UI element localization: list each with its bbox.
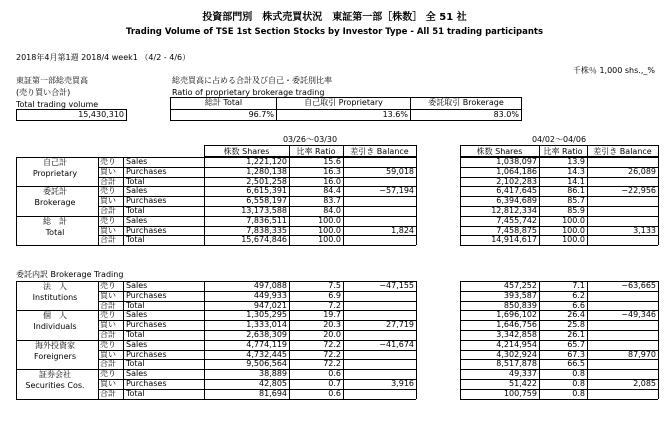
grid-line xyxy=(98,281,99,399)
row-type-ja: 買い xyxy=(100,166,116,176)
table-cell: 26,089 xyxy=(628,166,656,176)
table-cell: 83.7 xyxy=(323,196,341,206)
table-cell: 100.0 xyxy=(318,215,341,225)
table-cell: 100,759 xyxy=(503,388,537,398)
table-cell: 100.0 xyxy=(318,235,341,245)
group-label-en: Proprietary xyxy=(32,169,78,178)
table-cell: 51,422 xyxy=(509,379,537,388)
grid-line xyxy=(16,157,416,158)
table-cell: 72.2 xyxy=(323,339,341,349)
table-cell: 14.1 xyxy=(567,176,585,186)
row-type-ja: 買い xyxy=(100,379,116,388)
grid-line xyxy=(343,145,344,157)
period-header-1: 03/26～03/30 xyxy=(282,135,338,144)
grid-line xyxy=(343,281,344,399)
grid-line xyxy=(460,369,658,370)
row-type-en: Total xyxy=(126,235,145,245)
table-cell: 72.2 xyxy=(323,349,341,359)
table-cell: 81,694 xyxy=(259,388,287,398)
table-cell: −47,155 xyxy=(379,281,414,290)
table-cell: 42,805 xyxy=(259,379,287,388)
grid-line xyxy=(460,340,658,341)
table-cell: 7.5 xyxy=(328,281,341,290)
column-header: 比率 Ratio xyxy=(543,147,583,156)
table-cell: 72.2 xyxy=(323,359,341,369)
row-type-en: Total xyxy=(126,388,145,398)
table-cell: 87,970 xyxy=(628,349,656,359)
table-cell: 7,458,875 xyxy=(496,225,537,235)
grid-line xyxy=(587,281,588,399)
table-cell: 85.9 xyxy=(567,206,585,215)
row-type-en: Total xyxy=(126,206,145,215)
grid-line xyxy=(460,310,658,311)
grid-line xyxy=(460,186,658,187)
grid-line xyxy=(343,157,344,245)
group-label-ja: 個 人 xyxy=(43,311,67,321)
row-type-en: Purchases xyxy=(126,196,167,206)
row-type-en: Sales xyxy=(126,310,148,320)
grid-line xyxy=(460,216,658,217)
grid-line xyxy=(289,145,290,157)
ratio-header-proprietary: 自己取引 Proprietary xyxy=(304,98,383,107)
row-type-ja: 合計 xyxy=(100,359,116,369)
total-volume-label-en: Total trading volume xyxy=(16,100,99,109)
table-cell: 7.2 xyxy=(328,300,341,310)
table-cell: 4,732,445 xyxy=(246,349,287,359)
column-header: 株数 Shares xyxy=(476,147,523,156)
table-cell: 3,342,858 xyxy=(496,330,537,339)
grid-line xyxy=(416,157,417,245)
grid-line xyxy=(416,281,417,399)
row-type-en: Sales xyxy=(126,339,148,349)
grid-line xyxy=(16,340,416,341)
table-cell: 13,173,588 xyxy=(241,206,287,215)
row-type-ja: 合計 xyxy=(100,300,116,310)
ratio-value-proprietary: 13.6% xyxy=(382,110,408,119)
row-type-ja: 買い xyxy=(100,225,116,235)
grid-line xyxy=(587,145,588,157)
table-cell: 1,305,295 xyxy=(246,310,287,320)
table-cell: 1,696,102 xyxy=(496,310,537,320)
table-cell: 0.7 xyxy=(328,379,341,388)
table-cell: 14.3 xyxy=(567,166,585,176)
table-cell: 66.5 xyxy=(567,359,585,369)
grid-line xyxy=(289,281,290,399)
table-cell: 100.0 xyxy=(562,215,585,225)
table-cell: 59,018 xyxy=(386,166,414,176)
brokerage-section-title: 委託内訳 Brokerage Trading xyxy=(16,270,124,279)
table-cell: 1,221,120 xyxy=(246,157,287,166)
row-type-en: Purchases xyxy=(126,166,167,176)
ratio-title-en: Ratio of proprietary brokerage trading xyxy=(172,88,325,97)
grid-line xyxy=(460,281,658,282)
grid-line xyxy=(16,369,416,370)
row-type-ja: 合計 xyxy=(100,176,116,186)
group-label-en: Individuals xyxy=(33,322,77,332)
week-label: 2018年4月第1週 2018/4 week1 （4/2 - 4/6） xyxy=(16,53,191,62)
row-type-ja: 売り xyxy=(100,310,116,320)
table-cell: 26.1 xyxy=(567,330,585,339)
group-label-en: Securities Cos. xyxy=(25,381,85,391)
row-type-en: Purchases xyxy=(126,290,167,300)
table-cell: 1,333,014 xyxy=(246,320,287,330)
table-cell: 7,455,742 xyxy=(496,215,537,225)
row-type-en: Purchases xyxy=(126,225,167,235)
table-cell: 67.3 xyxy=(567,349,585,359)
table-cell: 1,824 xyxy=(391,225,414,235)
unit-label: 千株％ 1,000 shs.,_% xyxy=(572,66,655,75)
row-type-ja: 合計 xyxy=(100,388,116,398)
table-cell: 20.0 xyxy=(323,330,341,339)
row-type-ja: 買い xyxy=(100,196,116,206)
table-cell: 49,337 xyxy=(509,369,537,379)
table-cell: 6,558,197 xyxy=(246,196,287,206)
table-cell: 65.7 xyxy=(567,339,585,349)
table-cell: 0.8 xyxy=(572,379,585,388)
grid-line xyxy=(204,281,205,399)
page-title-ja: 投資部門別 株式売買状況 東証第一部［株数］ 全 51 社 xyxy=(202,12,467,23)
grid-line xyxy=(16,186,416,187)
table-cell: 0.6 xyxy=(328,388,341,398)
grid-line xyxy=(123,281,124,399)
table-cell: 4,302,924 xyxy=(496,349,537,359)
group-label-ja: 総 計 xyxy=(43,216,67,226)
table-cell: 1,064,186 xyxy=(496,166,537,176)
group-label-en: Foreigners xyxy=(34,351,76,361)
row-type-ja: 買い xyxy=(100,349,116,359)
row-type-ja: 合計 xyxy=(100,206,116,215)
grid-line xyxy=(460,245,658,246)
grid-line xyxy=(204,157,205,245)
ratio-value-total: 96.7% xyxy=(248,110,274,119)
row-type-en: Sales xyxy=(126,157,148,166)
ratio-value-brokerage: 83.0% xyxy=(493,110,519,119)
table-cell: 19.7 xyxy=(323,310,341,320)
table-cell: 2,085 xyxy=(633,379,656,388)
total-volume-value: 15,430,310 xyxy=(78,110,124,119)
table-cell: −49,346 xyxy=(621,310,656,320)
row-type-en: Purchases xyxy=(126,320,167,330)
row-type-ja: 合計 xyxy=(100,235,116,245)
table-cell: 6.2 xyxy=(572,290,585,300)
total-volume-label-ja2: (売り買い合計) xyxy=(16,88,71,97)
table-cell: 6,417,645 xyxy=(496,186,537,196)
table-cell: 850,839 xyxy=(503,300,537,310)
table-cell: 86.1 xyxy=(567,186,585,196)
row-type-en: Sales xyxy=(126,369,148,379)
group-label-ja: 海外投資家 xyxy=(35,340,75,350)
table-cell: 20.3 xyxy=(323,320,341,330)
table-cell: 12,812,334 xyxy=(491,206,537,215)
table-cell: 27,719 xyxy=(386,320,414,330)
group-label-ja: 法 人 xyxy=(43,282,67,291)
grid-line xyxy=(587,157,588,245)
grid-line xyxy=(16,216,416,217)
grid-line xyxy=(16,245,416,246)
group-label-ja: 自己計 xyxy=(43,158,67,167)
table-cell: 100.0 xyxy=(562,235,585,245)
table-cell: 26.4 xyxy=(567,310,585,320)
row-type-ja: 売り xyxy=(100,215,116,225)
ratio-header-brokerage: 委託取引 Brokerage xyxy=(428,98,504,107)
row-type-ja: 買い xyxy=(100,290,116,300)
table-cell: 25.8 xyxy=(567,320,585,330)
grid-line xyxy=(539,281,540,399)
table-cell: −57,194 xyxy=(379,186,414,196)
table-cell: 2,501,258 xyxy=(246,176,287,186)
table-cell: −22,956 xyxy=(621,186,656,196)
column-header: 差引き Balance xyxy=(350,147,409,156)
table-cell: 15.6 xyxy=(323,157,341,166)
table-cell: 38,889 xyxy=(259,369,287,379)
table-cell: 14,914,617 xyxy=(491,235,537,245)
grid-line xyxy=(539,145,540,157)
row-type-ja: 売り xyxy=(100,369,116,379)
row-type-ja: 売り xyxy=(100,281,116,290)
row-type-en: Sales xyxy=(126,215,148,225)
row-type-en: Total xyxy=(126,300,145,310)
table-cell: 6.6 xyxy=(572,300,585,310)
group-label-ja: 証券会社 xyxy=(39,370,71,380)
grid-line xyxy=(98,157,99,245)
row-type-en: Total xyxy=(126,330,145,339)
row-type-en: Purchases xyxy=(126,379,167,388)
table-cell: 7.1 xyxy=(572,281,585,290)
total-volume-label-ja: 東証第一部総売買高 xyxy=(16,76,88,85)
grid-line xyxy=(16,281,416,282)
table-cell: 7,836,511 xyxy=(246,215,287,225)
table-cell: 4,774,119 xyxy=(246,339,287,349)
table-cell: 9,506,564 xyxy=(246,359,287,369)
grid-line xyxy=(658,145,659,157)
column-header: 比率 Ratio xyxy=(296,147,336,156)
grid-line xyxy=(460,281,461,399)
group-label-en: Brokerage xyxy=(34,198,76,208)
table-cell: 6,394,689 xyxy=(496,196,537,206)
table-cell: 85.7 xyxy=(567,196,585,206)
table-cell: 947,021 xyxy=(253,300,287,310)
table-cell: 0.6 xyxy=(328,369,341,379)
table-cell: 449,933 xyxy=(253,290,287,300)
table-cell: 84.4 xyxy=(323,186,341,196)
table-cell: 6,615,391 xyxy=(246,186,287,196)
grid-line xyxy=(123,157,124,245)
row-type-ja: 買い xyxy=(100,320,116,330)
grid-line xyxy=(16,399,416,400)
table-cell: 2,638,309 xyxy=(246,330,287,339)
table-cell: 2,102,283 xyxy=(496,176,537,186)
row-type-ja: 合計 xyxy=(100,330,116,339)
group-label-ja: 委託計 xyxy=(43,187,67,197)
grid-line xyxy=(658,281,659,399)
grid-line xyxy=(460,157,461,245)
row-type-en: Sales xyxy=(126,281,148,290)
grid-line xyxy=(460,399,658,400)
table-cell: 393,587 xyxy=(503,290,537,300)
table-cell: 3,916 xyxy=(391,379,414,388)
table-cell: 3,133 xyxy=(633,225,656,235)
table-cell: 4,214,954 xyxy=(496,339,537,349)
row-type-ja: 売り xyxy=(100,157,116,166)
grid-line xyxy=(460,145,461,157)
group-label-en: Institutions xyxy=(32,293,78,302)
grid-line xyxy=(658,157,659,245)
grid-line xyxy=(16,310,416,311)
ratio-title-ja: 総売買高に占める合計及び自己・委託別比率 xyxy=(172,76,332,85)
period-header-2: 04/02～04/06 xyxy=(531,135,587,144)
table-cell: 100.0 xyxy=(318,225,341,235)
page-title-en: Trading Volume of TSE 1st Section Stocks by Investor Type - All 51 trading participants xyxy=(125,27,544,37)
grid-line xyxy=(416,145,417,157)
column-header: 差引き Balance xyxy=(593,147,652,156)
table-cell: 84.0 xyxy=(323,206,341,215)
table-cell: 1,038,097 xyxy=(496,157,537,166)
table-cell: 1,646,756 xyxy=(496,320,537,330)
table-cell: 13.9 xyxy=(567,157,585,166)
group-label-en: Total xyxy=(45,227,65,237)
table-cell: −41,674 xyxy=(379,339,414,349)
row-type-en: Total xyxy=(126,176,145,186)
grid-line xyxy=(16,157,17,245)
grid-line xyxy=(289,157,290,245)
table-cell: 16.3 xyxy=(323,166,341,176)
grid-line xyxy=(204,145,205,157)
table-cell: 497,088 xyxy=(253,281,287,290)
row-type-en: Sales xyxy=(126,186,148,196)
grid-line xyxy=(16,281,17,399)
ratio-header-total: 総計 Total xyxy=(204,98,243,107)
grid-line xyxy=(460,157,658,158)
table-cell: 16.0 xyxy=(323,176,341,186)
table-cell: −63,665 xyxy=(621,281,656,290)
table-cell: 457,252 xyxy=(503,281,537,290)
row-type-en: Total xyxy=(126,359,145,369)
table-cell: 0.8 xyxy=(572,388,585,398)
table-cell: 0.8 xyxy=(572,369,585,379)
row-type-ja: 売り xyxy=(100,339,116,349)
column-header: 株数 Shares xyxy=(223,147,270,156)
table-cell: 7,838,335 xyxy=(246,225,287,235)
table-cell: 1,280,138 xyxy=(246,166,287,176)
row-type-en: Purchases xyxy=(126,349,167,359)
table-cell: 6.9 xyxy=(328,290,341,300)
table-cell: 8,517,878 xyxy=(496,359,537,369)
grid-line xyxy=(539,157,540,245)
table-cell: 100.0 xyxy=(562,225,585,235)
row-type-ja: 売り xyxy=(100,186,116,196)
table-cell: 15,674,846 xyxy=(241,235,287,245)
